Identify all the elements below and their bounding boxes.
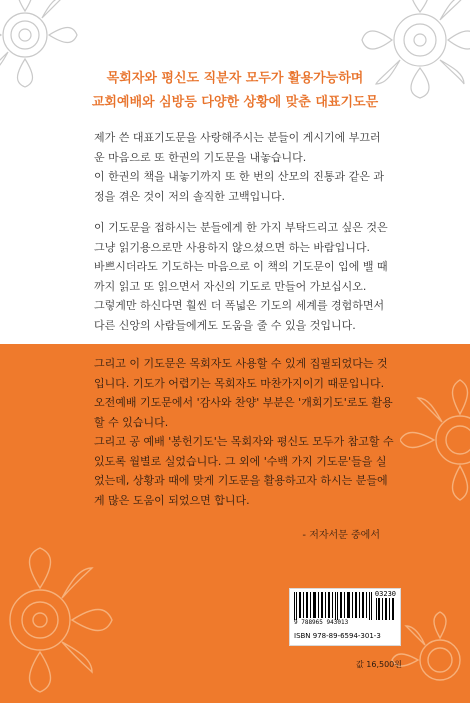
paragraph-line: 할 수 있습니다. xyxy=(94,415,169,429)
barcode-digits: 9 788965 943013 xyxy=(294,619,349,626)
price-label: 값 16,500원 xyxy=(356,660,402,669)
isbn-text: ISBN 978-89-6594-301-3 xyxy=(294,632,381,640)
paragraph-line: 이 한권의 책을 내놓기까지 또 한 번의 산모의 진통과 같은 과 xyxy=(94,170,384,183)
paragraph-line: 그리고 공 예배 '봉헌기도'는 목회자와 평신도 모두가 참고할 수 xyxy=(94,435,394,448)
paragraph-line: 그렇게만 하신다면 훨씬 더 폭넓은 기도의 세계를 경험하면서 xyxy=(94,299,385,312)
barcode-block xyxy=(289,588,401,646)
paragraph-line: 입니다. 기도가 어렵기는 목회자도 마찬가지이기 때문입니다. xyxy=(94,376,385,390)
paragraph-line: 운 마음으로 또 한권의 기도문을 내놓습니다. xyxy=(94,150,307,164)
barcode-addon-number: 03230 xyxy=(374,590,396,598)
paragraph-2 xyxy=(94,218,388,335)
flower-mid-right-icon xyxy=(400,360,470,520)
flower-bottom-left-icon xyxy=(0,520,120,720)
barcode-icon xyxy=(294,592,396,620)
paragraph-1 xyxy=(94,128,384,206)
paragraph-3 xyxy=(94,354,394,510)
paragraph-line: 그냥 읽기용으로만 사용하지 않으셨으면 하는 바람입니다. xyxy=(94,240,371,254)
paragraph-line: 바쁘시더라도 기도하는 마음으로 이 책의 기도문이 입에 밸 때 xyxy=(94,260,388,273)
headline-line-1: 목회자와 평신도 직분자 모두가 활용가능하며 xyxy=(106,71,364,86)
paragraph-line: 오전예배 기도문에서 '감사와 찬양' 부분은 '개회기도'로도 활용 xyxy=(94,396,393,409)
paragraph-line: 이 기도문을 접하시는 분들에게 한 가지 부탁드리고 싶은 것은 xyxy=(94,221,388,234)
headline-line-2: 교회예배와 심방등 다양한 상황에 맞춘 대표기도문 xyxy=(91,95,379,110)
source-credit: - 저자서문 중에서 xyxy=(302,530,380,541)
paragraph-line: 다른 신앙의 사람들에게도 도움을 줄 수 있을 것입니다. xyxy=(94,318,356,332)
paragraph-line: 그리고 이 기도문은 목회자도 사용할 수 있게 집필되었다는 것 xyxy=(94,357,388,370)
paragraph-line: 었는데, 상황과 때에 맞게 기도문을 활용하고자 하시는 분들에 xyxy=(94,474,388,487)
paragraph-line: 까지 읽고 또 읽으면서 자신의 기도로 만들어 가보십시오. xyxy=(94,279,367,293)
paragraph-line: 게 많은 도움이 되었으면 합니다. xyxy=(94,493,250,507)
paragraph-line: 정을 겪은 것이 저의 솔직한 고백입니다. xyxy=(94,189,285,203)
paragraph-line: 있도록 월별로 실었습니다. 그 외에 '수백 가지 기도문'들을 실 xyxy=(94,454,387,468)
paragraph-line: 제가 쓴 대표기도문을 사랑해주시는 분들이 게시기에 부끄러 xyxy=(94,131,381,144)
